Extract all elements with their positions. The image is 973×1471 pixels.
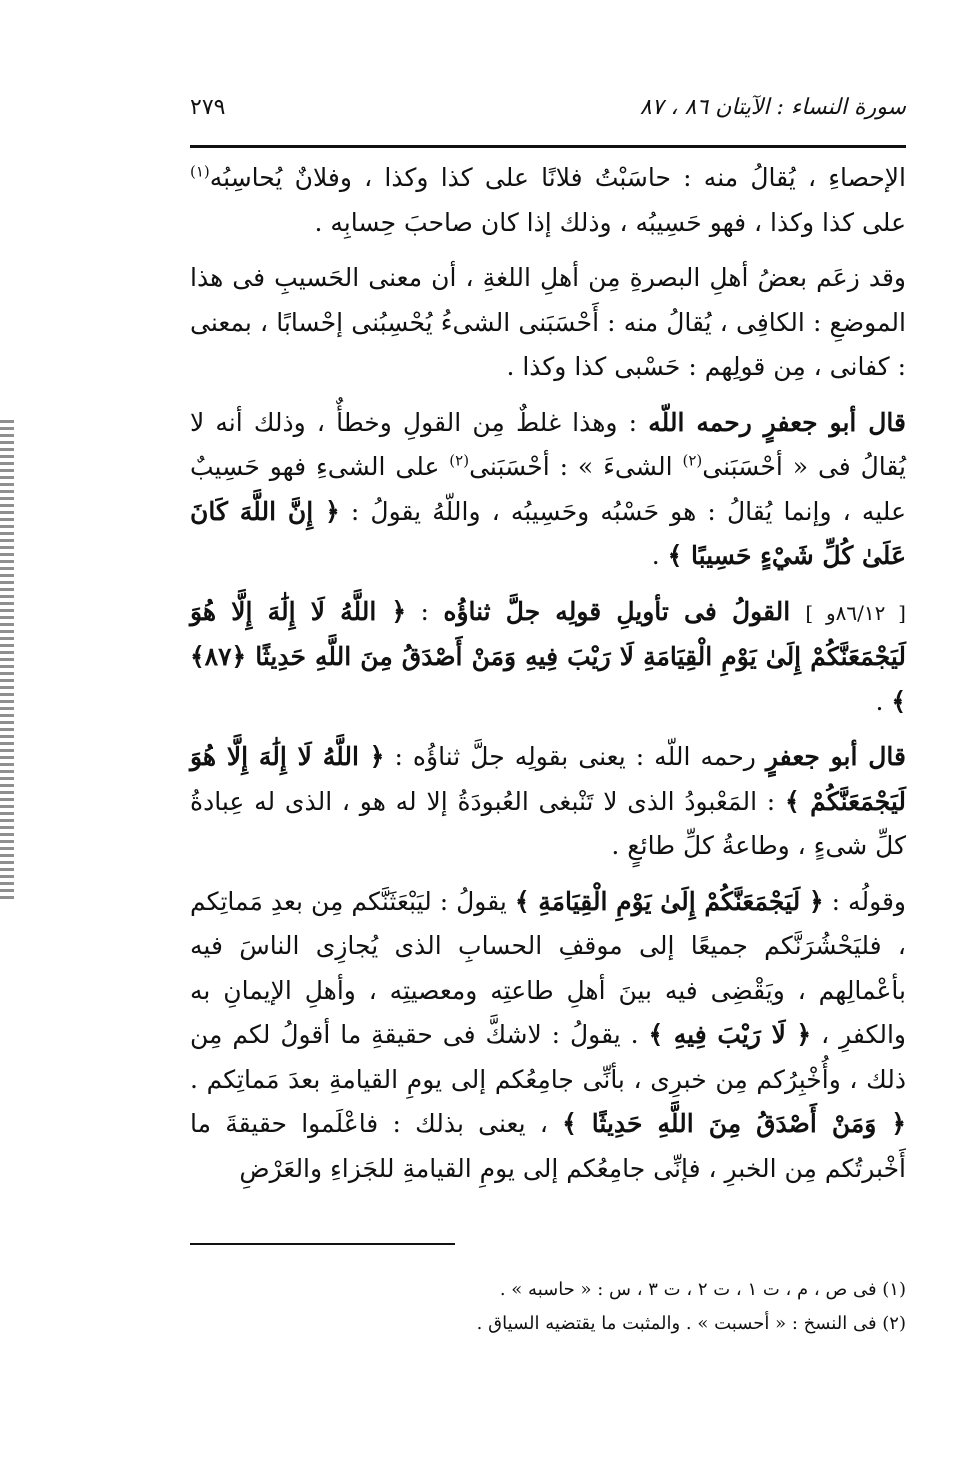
text: . <box>651 541 668 570</box>
paragraph-3 <box>190 401 906 579</box>
footnote-rule <box>190 1243 455 1245</box>
text: الإحصاءِ ، يُقالُ منه : حاسَبْتُ فلانًا على كذا وكذا ، وفلانٌ يُحاسِبُه <box>209 163 906 192</box>
section-heading: القولُ فى تأويلِ قولِه جلَّ ثناؤُه <box>443 596 806 626</box>
paragraph-1 <box>190 156 906 245</box>
text: على كذا وكذا ، فهو حَسِيبُه ، وذلك إذا كان صاحبَ حِسابِه . <box>314 207 906 237</box>
speaker-lead: قال أبو جعفرٍ <box>765 742 906 771</box>
scan-edge-marks <box>0 420 14 900</box>
text: الشىءَ » : أحْسَبَنى <box>469 452 683 481</box>
page-number: ٢٧٩ <box>190 95 226 120</box>
book-page <box>190 95 906 1455</box>
text: : وهذا غلطٌ مِن القولِ وخطأٌ ، وذلك أنه لا يُقالُ فى « أحْسَبَنى <box>190 407 907 481</box>
text: على الشىءِ فهو حَسِيبٌ عليه ، وإنما يُقالُ : هو حَسْبُه وحَسِيبُه ، واللّهُ يقولُ : <box>190 452 907 526</box>
quran-quote: ﴿ لَيَجْمَعَنَّكُمْ إِلَىٰ يَوْمِ الْقِيَامَةِ ﴾ <box>514 886 824 916</box>
quran-quote: ﴿ إِنَّ اللَّهَ كَانَ عَلَىٰ كُلِّ شَيْءٍ حَسِيبًا ﴾ <box>190 496 906 570</box>
text: وقولُه : <box>823 886 907 916</box>
footnote-marker: (١) <box>190 162 210 181</box>
running-header <box>190 95 906 139</box>
text: . <box>875 686 892 716</box>
speaker-lead: قال أبو جعفرٍ رحمه اللّه <box>648 407 906 437</box>
text: ، يعنى بذلك : فاعْلَموا حقيقةَ ما أَخْبرتُكم مِن الخبرِ ، فإنِّى جامِعُكم إلى يومِ القيامةِ للجَزاءِ والعَرْضِ <box>190 1109 906 1183</box>
paragraph-2 <box>190 256 906 390</box>
quran-quote: ﴿ وَمَنْ أَصْدَقُ مِنَ اللَّهِ حَدِيثًا ﴾ <box>562 1109 906 1138</box>
text: وقد زعَم بعضُ أهلِ البصرةِ مِن أهلِ اللغةِ ، أن معنى الحَسيبِ فى هذا الموضعِ : الكافِى ، يُقالُ منه : أَحْسَبَنى الشىءُ يُحْسِبُنى إحْسابًا ، بمعنى : كفانى ، مِن قولِهم : حَسْبى كذا وكذا . <box>190 263 906 381</box>
footnote-marker: (٢) <box>682 451 703 470</box>
main-text <box>190 156 906 1191</box>
header-rule <box>190 145 906 148</box>
footnote-1: (١) فى ص ، م ، ت ١ ، ت ٢ ، ت ٣ ، س : « حاسبه » . <box>499 1279 906 1300</box>
running-title: سورة النساء : الآيتان ٨٦ ، ٨٧ <box>639 95 906 120</box>
text: رحمه اللّه : يعنى بقولِه جلَّ ثناؤُه : <box>384 742 766 771</box>
text: : المَعْبودُ الذى لا تَنْبغى العُبودَةُ إلا له هو ، الذى له عِبادةُ كلِّ شىءٍ ، وطاعةُ كلِّ طائعٍ . <box>190 786 906 860</box>
footnote-marker: (٢) <box>449 451 470 470</box>
text: : <box>406 596 444 626</box>
quran-quote: ﴿ لَا رَيْبَ فِيهِ ﴾ <box>648 1020 812 1049</box>
paragraph-5 <box>190 735 906 869</box>
text: يقولُ : ليَبْعَثَنَّكم مِن بعدِ مَماتِكم ، فليَحْشُرَنَّكم جميعًا إلى موقفِ الحسابِ الذى يُجازِى الناسَ فيه بأعْمالِهم ، ويَقْضِى فيه بينَ أهلِ طاعتِه ومعصيتِه ، وأهلِ الإيمانِ به والكفرِ ، <box>190 886 906 1049</box>
footnotes <box>190 1273 906 1341</box>
quran-quote: ﴿ اللَّهُ لَا إِلَٰهَ إِلَّا هُوَ لَيَجْمَعَنَّكُمْ ﴾ <box>190 742 906 816</box>
quran-quote: ﴿ اللَّهُ لَا إِلَٰهَ إِلَّا هُوَ لَيَجْمَعَنَّكُمْ إِلَىٰ يَوْمِ الْقِيَامَةِ لَا رَيْبَ فِيهِ وَمَنْ أَصْدَقُ مِنَ اللَّهِ حَدِيثًا ﴿٨٧﴾ ﴾ <box>190 596 906 716</box>
footnote-2: (٢) فى النسخ : « أحسبت » . والمثبت ما يقتضيه السياق . <box>476 1313 906 1334</box>
manuscript-reference: [ ٨٦/١٢و ] <box>805 600 906 625</box>
text: . يقولُ : لاشكَّ فى حقيقةِ ما أقولُ لكم مِن ذلك ، وأُخْبِرُكم مِن خبرِى ، بأنِّى جامِعُكم إلى يومِ القيامةِ بعدَ مَماتِكم . <box>190 1020 906 1094</box>
paragraph-6 <box>190 880 906 1192</box>
paragraph-4 <box>190 590 906 725</box>
